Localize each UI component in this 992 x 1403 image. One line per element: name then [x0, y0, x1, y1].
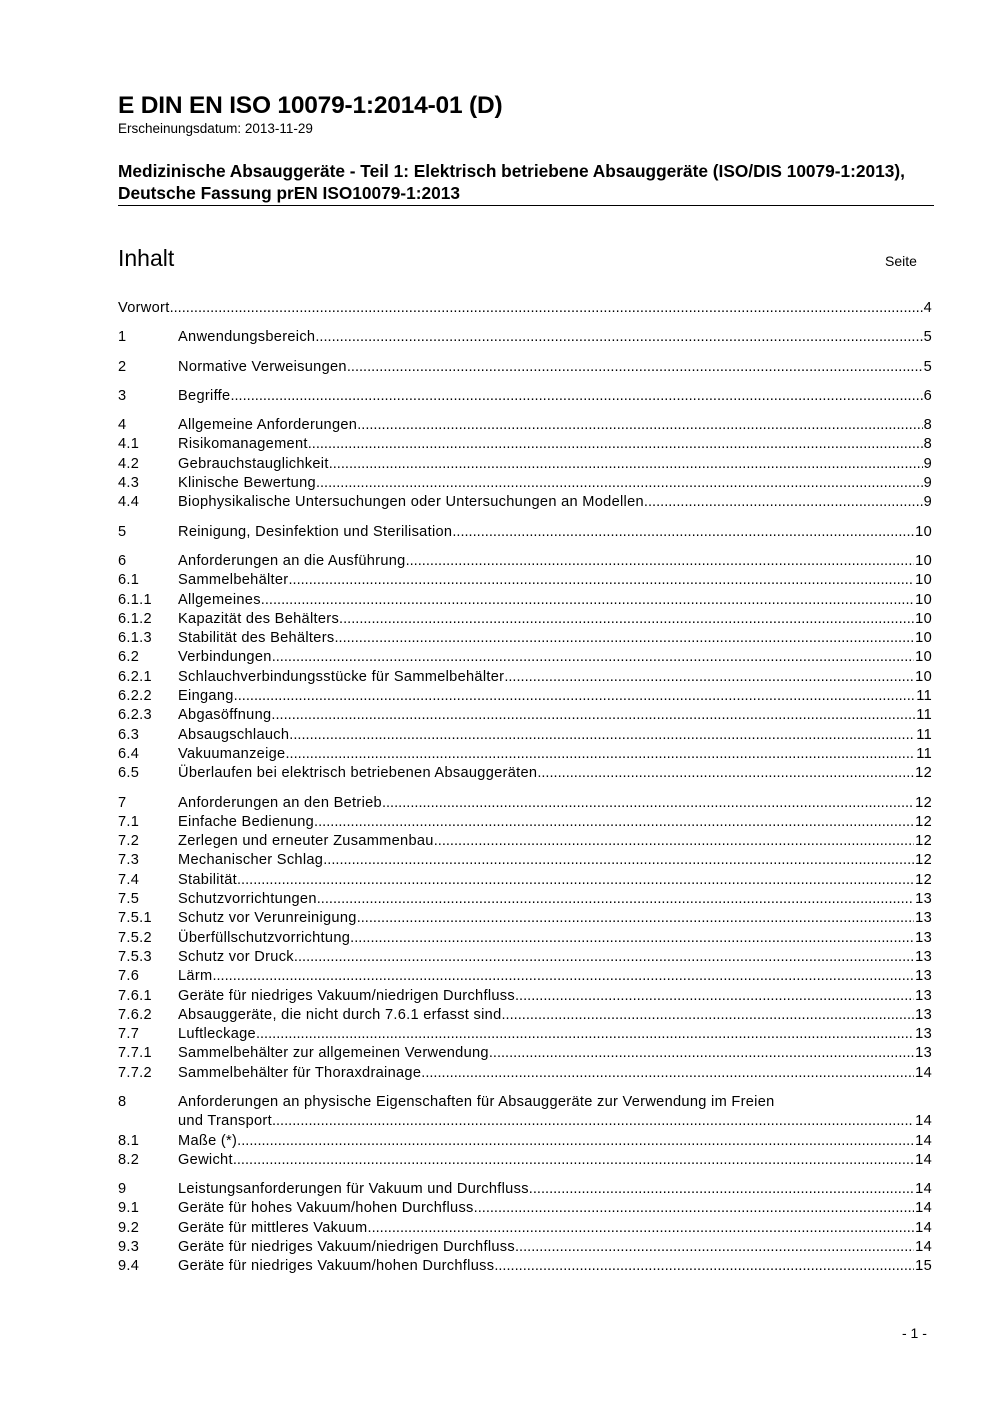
- toc-entry-body: [178, 328, 932, 347]
- toc-entry-body: [178, 358, 932, 377]
- toc-entry[interactable]: [118, 571, 932, 590]
- toc-entry[interactable]: [118, 455, 932, 474]
- toc-entry-number: 7.3: [118, 852, 140, 869]
- toc-entry-body: [178, 668, 932, 687]
- toc-entry[interactable]: [118, 1151, 932, 1170]
- toc-entry-title: Eingang: [178, 688, 234, 705]
- leader-dots: [212, 967, 914, 986]
- toc-entry-title: Sammelbehälter für Thoraxdrainage: [178, 1064, 422, 1081]
- toc-entry-title: Mechanischer Schlag: [178, 852, 324, 869]
- toc-entry-title: Verbindungen: [178, 649, 272, 666]
- toc-entry-body: [178, 1093, 932, 1132]
- toc-entry-number: 8.2: [118, 1151, 140, 1168]
- toc-entry-page: 14: [915, 1132, 932, 1149]
- toc-entry-number: 6.1.1: [118, 591, 152, 608]
- toc-entry-page: 12: [915, 765, 932, 782]
- toc-entry-page: 11: [916, 726, 932, 743]
- leader-dots: [537, 764, 914, 783]
- leader-dots: [421, 1064, 914, 1083]
- toc-entry-page: 13: [915, 1006, 932, 1023]
- toc-entry-number: 7.6.2: [118, 1006, 152, 1023]
- toc-entry-page: 10: [915, 572, 932, 589]
- toc-entry-number: 6: [118, 552, 127, 569]
- toc-entry-page: 10: [915, 610, 932, 627]
- toc-entry-number: 6.2.3: [118, 707, 152, 724]
- leader-dots: [237, 871, 914, 890]
- toc-entry-title: Allgemeines: [178, 591, 261, 608]
- toc-entry-number: 6.1.3: [118, 630, 152, 647]
- toc-entry-title: Sammelbehälter zur allgemeinen Verwendung: [178, 1045, 489, 1062]
- toc-entry-page: 10: [915, 591, 932, 608]
- toc-entry-page: 13: [915, 1045, 932, 1062]
- toc-entry-title: Geräte für niedriges Vakuum/hohen Durchfluss: [178, 1258, 495, 1275]
- toc-entry[interactable]: [118, 1064, 932, 1083]
- publication-date: Erscheinungsdatum: 2013-11-29: [118, 121, 313, 136]
- toc-entry-body: [178, 493, 932, 512]
- toc-entry-title-line2: und Transport: [178, 1113, 272, 1130]
- toc-entry-title: Risikomanagement: [178, 436, 308, 453]
- toc-entry-page: 14: [915, 1219, 932, 1236]
- toc-entry-title: Luftleckage: [178, 1026, 256, 1043]
- toc-entry-number: 6.2: [118, 649, 140, 666]
- toc-entry-title: Anforderungen an den Betrieb: [178, 794, 382, 811]
- toc-entry[interactable]: [118, 726, 932, 745]
- toc-entry-title: Stabilität des Behälters: [178, 630, 335, 647]
- toc-entry-page: 8: [923, 417, 932, 434]
- toc-entry-title: Überlaufen bei elektrisch betriebenen Absauggeräten: [178, 765, 538, 782]
- toc-entry[interactable]: [118, 523, 932, 542]
- leader-dots: [502, 1006, 915, 1025]
- toc-entry[interactable]: [118, 706, 932, 725]
- toc-entry-page: 13: [915, 1026, 932, 1043]
- toc-entry-number: 4.4: [118, 494, 140, 511]
- leader-dots: [289, 726, 915, 745]
- leader-dots: [350, 929, 914, 948]
- toc-entry-title: Schlauchverbindungsstücke für Sammelbehälter: [178, 668, 505, 685]
- leader-dots: [272, 1112, 914, 1131]
- leader-dots: [323, 851, 914, 870]
- toc-entry-title: Geräte für niedriges Vakuum/niedrigen Durchfluss: [178, 987, 515, 1004]
- toc-entry-page: 13: [915, 910, 932, 927]
- leader-dots: [170, 299, 923, 318]
- toc-entry-page: 8: [923, 436, 932, 453]
- toc-entry-body: [178, 909, 932, 928]
- toc-entry-title: Gebrauchstauglichkeit: [178, 455, 329, 472]
- toc-entry-body: [178, 1180, 932, 1199]
- toc-entry-body: [178, 629, 932, 648]
- toc-entry[interactable]: [118, 435, 932, 454]
- leader-dots: [357, 416, 922, 435]
- toc-entry-body: [178, 387, 932, 406]
- toc-entry-title: Vakuumanzeige: [178, 745, 286, 762]
- toc-entry-title: Reinigung, Desinfektion und Sterilisation: [178, 523, 453, 540]
- leader-dots: [474, 1199, 915, 1218]
- toc-entry-body: [178, 552, 932, 571]
- leader-dots: [317, 890, 914, 909]
- toc-entry-number: 6.2.1: [118, 668, 152, 685]
- toc-entry-number: 9.4: [118, 1258, 140, 1275]
- toc-entry-title: Überfüllschutzvorrichtung: [178, 929, 351, 946]
- toc-entry-body: [178, 523, 932, 542]
- toc-entry-page: 12: [915, 833, 932, 850]
- toc-entry[interactable]: [118, 328, 932, 347]
- toc-entry-body: [178, 745, 932, 764]
- toc-entry-title: Geräte für hohes Vakuum/hohen Durchfluss: [178, 1200, 474, 1217]
- leader-dots: [489, 1044, 914, 1063]
- toc-entry[interactable]: [118, 1093, 932, 1132]
- leader-dots: [515, 987, 914, 1006]
- toc-entry-page: 12: [915, 813, 932, 830]
- leader-dots: [434, 832, 914, 851]
- leader-dots: [406, 552, 915, 571]
- toc-entry[interactable]: [118, 1199, 932, 1218]
- leader-dots: [308, 435, 923, 454]
- toc-entry-number: 7.6.1: [118, 987, 152, 1004]
- toc-entry-body: [178, 1238, 932, 1257]
- toc-entry-title: Sammelbehälter: [178, 572, 289, 589]
- leader-dots: [494, 1257, 914, 1276]
- document-id: E DIN EN ISO 10079-1:2014-01 (D): [118, 92, 503, 119]
- toc-entry-page: 13: [915, 891, 932, 908]
- toc-entry[interactable]: [118, 794, 932, 813]
- page-number: - 1 -: [902, 1325, 927, 1341]
- toc-entry[interactable]: [118, 1132, 932, 1151]
- toc-entry-body: [178, 987, 932, 1006]
- toc-entry-body: [178, 571, 932, 590]
- toc-entry-body: [178, 871, 932, 890]
- toc-entry-page: 11: [916, 688, 932, 705]
- toc-entry[interactable]: [118, 610, 932, 629]
- toc-entry[interactable]: [118, 890, 932, 909]
- toc-entry-body: [178, 929, 932, 948]
- toc-entry-body: [178, 1064, 932, 1083]
- toc-entry-title: Anwendungsbereich: [178, 329, 316, 346]
- toc-entry[interactable]: [118, 987, 932, 1006]
- toc-entry-body: [178, 1006, 932, 1025]
- toc-entry-body: [178, 832, 932, 851]
- toc-entry-number: 2: [118, 358, 127, 375]
- toc-entry[interactable]: [118, 416, 932, 435]
- leader-dots: [234, 687, 916, 706]
- toc-entry-number: 7.5.2: [118, 929, 152, 946]
- leader-dots: [382, 794, 914, 813]
- toc-entry-number: 6.2.2: [118, 688, 152, 705]
- toc-entry[interactable]: [118, 648, 932, 667]
- toc-entry[interactable]: [118, 1006, 932, 1025]
- toc-entry-body: [178, 764, 932, 783]
- toc-entry-page: 13: [915, 987, 932, 1004]
- toc-entry-page: 14: [915, 1200, 932, 1217]
- toc-entry[interactable]: [118, 832, 932, 851]
- toc-entry-page: 10: [915, 630, 932, 647]
- toc-entry-title: Schutzvorrichtungen: [178, 891, 317, 908]
- toc-entry[interactable]: [118, 1238, 932, 1257]
- toc-entry-page: 12: [915, 871, 932, 888]
- toc-entry-title: Anforderungen an physische Eigenschaften für Absauggeräte zur Verwendung im Freien: [178, 1093, 775, 1110]
- toc-entry-title: Abgasöffnung: [178, 707, 272, 724]
- toc-entry-title: Gewicht: [178, 1151, 233, 1168]
- toc-entry-body: [178, 890, 932, 909]
- toc-entry[interactable]: [118, 1180, 932, 1199]
- toc-entry[interactable]: [118, 851, 932, 870]
- toc-entry-number: 6.5: [118, 765, 140, 782]
- leader-dots: [529, 1180, 914, 1199]
- toc-entry-page: 13: [915, 929, 932, 946]
- toc-entry[interactable]: [118, 745, 932, 764]
- toc-entry-page: 6: [923, 387, 932, 404]
- toc-entry[interactable]: [118, 1044, 932, 1063]
- toc-entry[interactable]: [118, 1219, 932, 1238]
- toc-entry-title: Begriffe: [178, 387, 231, 404]
- toc-entry-number: 7: [118, 794, 127, 811]
- toc-entry-body: [178, 1151, 932, 1170]
- toc-entry-page: 14: [915, 1064, 932, 1081]
- toc-entry-page: 4: [923, 300, 932, 316]
- toc-entry-vorwort[interactable]: [118, 299, 932, 318]
- toc-entry-number: 6.1: [118, 572, 140, 589]
- toc-entry-number: 7.7: [118, 1026, 140, 1043]
- leader-dots: [339, 610, 914, 629]
- toc-entry-body: [178, 687, 932, 706]
- toc-entry[interactable]: [118, 591, 932, 610]
- toc-entry-number: 7.4: [118, 871, 140, 888]
- toc-entry-title: Normative Verweisungen: [178, 358, 347, 375]
- leader-dots: [230, 387, 922, 406]
- toc-entry-number: 8.1: [118, 1132, 140, 1149]
- toc-entry-number: 7.7.2: [118, 1064, 152, 1081]
- toc-entry-title: Maße (*): [178, 1132, 238, 1149]
- leader-dots: [357, 909, 914, 928]
- toc-entry-body: [178, 948, 932, 967]
- title-divider: [118, 205, 934, 206]
- leader-dots: [316, 474, 923, 493]
- toc-entry-body: [178, 726, 932, 745]
- toc-entry[interactable]: [118, 967, 932, 986]
- toc-entry[interactable]: [118, 764, 932, 783]
- toc-entry-body: [178, 1219, 932, 1238]
- toc-entry-number: 7.5.1: [118, 910, 152, 927]
- leader-dots: [288, 571, 914, 590]
- toc-entry-body: [178, 648, 932, 667]
- toc-entry-number: 6.1.2: [118, 610, 152, 627]
- leader-dots: [368, 1219, 915, 1238]
- toc-entry-number: 3: [118, 387, 127, 404]
- toc-entry-number: 9: [118, 1181, 127, 1198]
- toc-entry-number: 5: [118, 523, 127, 540]
- toc-entry-title: Lärm: [178, 968, 213, 985]
- toc-entry[interactable]: [118, 948, 932, 967]
- toc-entry-title: Allgemeine Anforderungen: [178, 417, 358, 434]
- toc-entry-page: 9: [923, 494, 932, 511]
- leader-dots: [233, 1151, 914, 1170]
- leader-dots: [256, 1025, 914, 1044]
- toc-entry-page: 11: [916, 745, 932, 762]
- leader-dots: [272, 648, 914, 667]
- toc-entry-body: [178, 1132, 932, 1151]
- toc-entry-number: 9.1: [118, 1200, 140, 1217]
- toc-entry-title: Absauggeräte, die nicht durch 7.6.1 erfasst sind: [178, 1006, 502, 1023]
- toc-entry-page: 15: [915, 1258, 932, 1275]
- toc-entry-title: Stabilität: [178, 871, 237, 888]
- toc-entry-body: [178, 474, 932, 493]
- toc-entry-number: 1: [118, 329, 127, 346]
- toc-entry[interactable]: [118, 813, 932, 832]
- toc-entry-page: 11: [916, 707, 932, 724]
- toc-entry-number: 4.2: [118, 455, 140, 472]
- toc-entry-number: 7.2: [118, 833, 140, 850]
- toc-entry-body: [178, 1044, 932, 1063]
- toc-entry[interactable]: [118, 929, 932, 948]
- leader-dots: [271, 706, 915, 725]
- toc-entry-page: 14: [915, 1151, 932, 1168]
- toc-entry-title: Anforderungen an die Ausführung: [178, 552, 406, 569]
- toc-page-column-label: Seite: [885, 253, 917, 269]
- toc-entry[interactable]: [118, 687, 932, 706]
- toc-entry-title: Absaugschlauch: [178, 726, 290, 743]
- toc-entry-title: Biophysikalische Untersuchungen oder Untersuchungen an Modellen: [178, 494, 644, 511]
- toc-entry[interactable]: [118, 1257, 932, 1276]
- toc-entry[interactable]: [118, 387, 932, 406]
- leader-dots: [294, 948, 914, 967]
- toc-entry-number: 4: [118, 417, 127, 434]
- toc-entry-title: Vorwort: [118, 300, 170, 316]
- toc-entry-page: 13: [915, 948, 932, 965]
- leader-dots: [347, 358, 923, 377]
- toc-entry-title: Kapazität des Behälters: [178, 610, 340, 627]
- toc-entry[interactable]: [118, 474, 932, 493]
- toc-entry-number: 7.1: [118, 813, 140, 830]
- toc-entry[interactable]: [118, 358, 932, 377]
- toc-entry[interactable]: [118, 871, 932, 890]
- toc-entry-page: 14: [915, 1239, 932, 1256]
- toc-entry-number: 6.4: [118, 745, 140, 762]
- toc-entry-number: 4.3: [118, 475, 140, 492]
- toc-entry-title: Schutz vor Druck: [178, 948, 294, 965]
- toc-entry-page: 5: [923, 358, 932, 375]
- toc-entry-page: 10: [915, 552, 932, 569]
- toc-entry-number: 8: [118, 1093, 127, 1110]
- toc-entry[interactable]: [118, 1025, 932, 1044]
- toc-entry-number: 7.6: [118, 968, 140, 985]
- table-of-contents: [118, 299, 932, 1277]
- toc-entry[interactable]: [118, 668, 932, 687]
- toc-entry-title: Schutz vor Verunreinigung: [178, 910, 357, 927]
- toc-entry[interactable]: [118, 909, 932, 928]
- toc-entry-page: 12: [915, 794, 932, 811]
- toc-entry-title-continuation: [178, 1112, 932, 1131]
- toc-entry-body: [178, 435, 932, 454]
- toc-entry-page: 5: [923, 329, 932, 346]
- toc-entry[interactable]: [118, 629, 932, 648]
- toc-entry-page: 9: [923, 455, 932, 472]
- toc-entry-number: 7.5.3: [118, 948, 152, 965]
- toc-entry-body: [178, 1199, 932, 1218]
- leader-dots: [644, 493, 923, 512]
- document-title: Medizinische Absauggeräte - Teil 1: Elektrisch betriebene Absauggeräte (ISO/DIS 10079-1:2013), Deutsche Fassung prEN ISO10079-1:2013: [118, 161, 905, 203]
- toc-entry-number: 4.1: [118, 436, 140, 453]
- toc-entry-body: [178, 1257, 932, 1276]
- toc-entry-body: [178, 794, 932, 813]
- toc-entry-page: 9: [923, 475, 932, 492]
- toc-entry-page: 14: [915, 1181, 932, 1198]
- toc-entry-body: [178, 455, 932, 474]
- toc-entry-body: [178, 813, 932, 832]
- toc-entry-body: [178, 416, 932, 435]
- toc-entry-page: 14: [915, 1113, 932, 1130]
- leader-dots: [329, 455, 923, 474]
- toc-entry-title: Klinische Bewertung: [178, 475, 316, 492]
- toc-entry[interactable]: [118, 552, 932, 571]
- toc-entry-page: 10: [915, 649, 932, 666]
- toc-entry-title: Leistungsanforderungen für Vakuum und Durchfluss: [178, 1181, 529, 1198]
- toc-entry-page: 10: [915, 523, 932, 540]
- toc-heading: Inhalt: [118, 245, 175, 271]
- toc-entry-body: [178, 706, 932, 725]
- leader-dots: [334, 629, 914, 648]
- leader-dots: [285, 745, 915, 764]
- toc-entry-number: 9.3: [118, 1239, 140, 1256]
- leader-dots: [261, 591, 914, 610]
- toc-entry-body: [178, 967, 932, 986]
- leader-dots: [515, 1238, 914, 1257]
- toc-entry-page: 12: [915, 852, 932, 869]
- toc-entry-title: Zerlegen und erneuter Zusammenbau: [178, 833, 434, 850]
- toc-entry-number: 9.2: [118, 1219, 140, 1236]
- toc-entry[interactable]: [118, 493, 932, 512]
- toc-entry-page: 10: [915, 668, 932, 685]
- leader-dots: [504, 668, 914, 687]
- toc-entry-number: 7.5: [118, 891, 140, 908]
- toc-entry-title: Einfache Bedienung: [178, 813, 315, 830]
- leader-dots: [315, 328, 922, 347]
- leader-dots: [452, 523, 914, 542]
- leader-dots: [314, 813, 914, 832]
- toc-entry-title: Geräte für niedriges Vakuum/niedrigen Durchfluss: [178, 1239, 515, 1256]
- toc-entry-number: 6.3: [118, 726, 140, 743]
- toc-entry-page: 13: [915, 968, 932, 985]
- toc-entry-title: Geräte für mittleres Vakuum: [178, 1219, 368, 1236]
- toc-entry-body: [178, 610, 932, 629]
- leader-dots: [237, 1132, 914, 1151]
- toc-entry-number: 7.7.1: [118, 1045, 152, 1062]
- toc-entry-body: [178, 851, 932, 870]
- toc-entry-body: [178, 591, 932, 610]
- toc-entry-body: [178, 1025, 932, 1044]
